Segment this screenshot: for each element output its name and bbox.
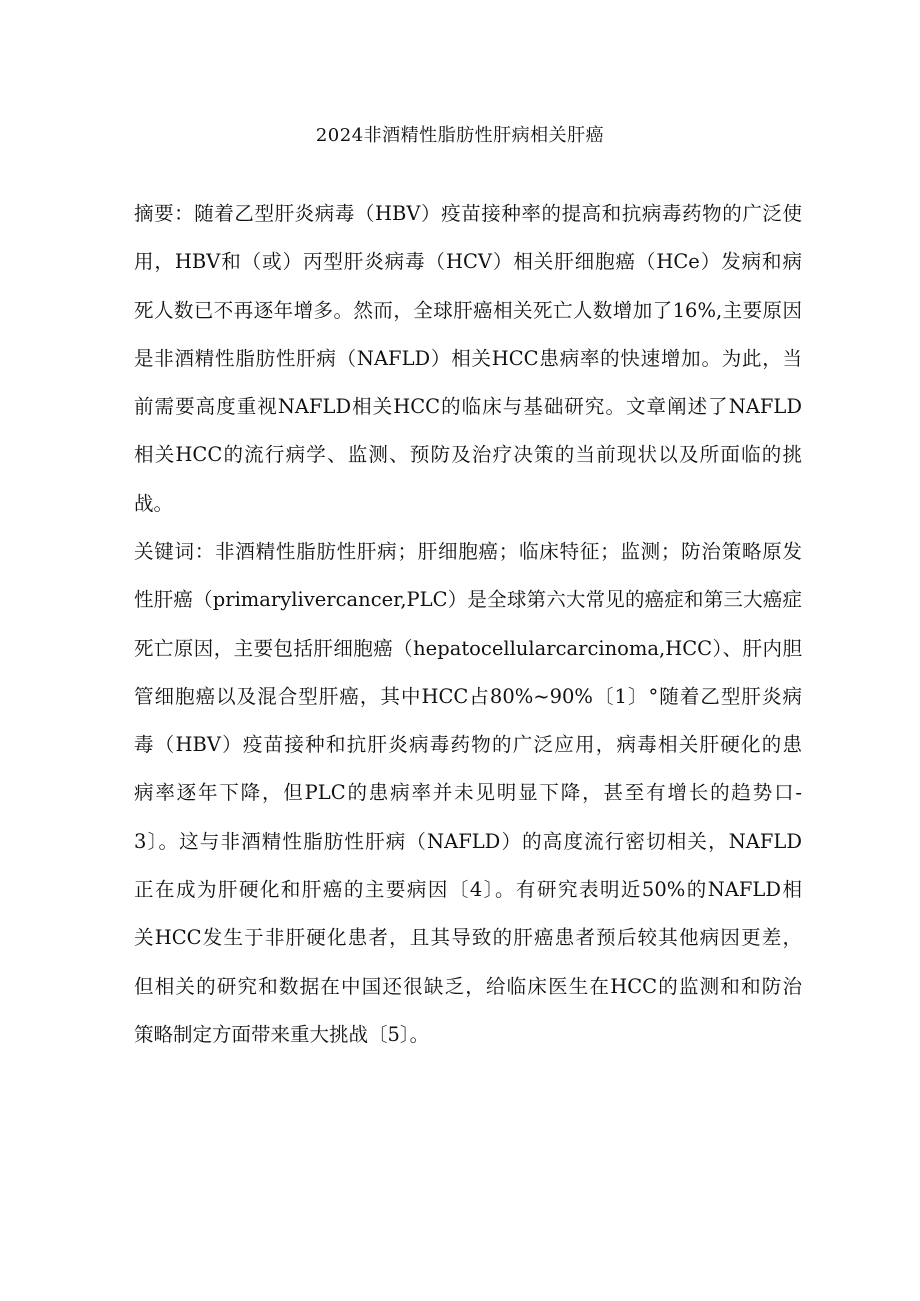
body-line: 病率逐年下降，但PLC的患病率并未见明显下降，甚至有增长的趋势口-: [134, 781, 802, 805]
body-line: 关HCC发生于非肝硬化患者，且其导致的肝癌患者预后较其他病因更差，: [134, 926, 802, 950]
body-paragraph: [134, 528, 802, 1059]
abstract-line: 战。: [134, 491, 174, 515]
body-line: 策略制定方面带来重大挑战〔5〕。: [134, 1022, 430, 1046]
body-line: 正在成为肝硬化和肝癌的主要病因〔4〕。有研究表明近50%的NAFLD相: [134, 878, 802, 902]
abstract-line: 相关HCC的流行病学、监测、预防及治疗决策的当前现状以及所面临的挑: [134, 443, 802, 467]
abstract-line: 死人数已不再逐年增多。然而，全球肝癌相关死亡人数增加了16%,主要原因: [134, 298, 802, 322]
body-line: 3〕。这与非酒精性脂肪性肝病（NAFLD）的高度流行密切相关，NAFLD: [134, 829, 802, 853]
abstract-paragraph: [134, 190, 802, 528]
abstract-line: 用，HBV和（或）丙型肝炎病毒（HCV）相关肝细胞癌（HCe）发病和病: [134, 250, 802, 274]
abstract-line: 摘要：随着乙型肝炎病毒（HBV）疫苗接种率的提高和抗病毒药物的广泛使: [134, 202, 802, 225]
body-line: 关键词：非酒精性脂肪性肝病；肝细胞癌；临床特征；监测；防治策略原发: [134, 540, 802, 563]
body-line: 死亡原因，主要包括肝细胞癌（hepatocellularcarcinoma,HCC）、肝内胆: [134, 636, 802, 660]
abstract-line: 是非酒精性脂肪性肝病（NAFLD）相关HCC患病率的快速增加。为此，当: [134, 346, 802, 370]
body-line: 性肝癌（primarylivercancer,PLC）是全球第六大常见的癌症和第三大癌症: [134, 588, 802, 612]
body-line: 管细胞癌以及混合型肝癌，其中HCC占80%~90%〔1〕°随着乙型肝炎病: [134, 684, 802, 708]
abstract-line: 前需要高度重视NAFLD相关HCC的临床与基础研究。文章阐述了NAFLD: [134, 395, 802, 419]
body-line: 毒（HBV）疫苗接种和抗肝炎病毒药物的广泛应用，病毒相关肝硬化的患: [134, 733, 802, 757]
body-line: 但相关的研究和数据在中国还很缺乏，给临床医生在HCC的监测和和防治: [134, 974, 802, 998]
document-title: 2024非酒精性脂肪性肝病相关肝癌: [315, 125, 605, 146]
